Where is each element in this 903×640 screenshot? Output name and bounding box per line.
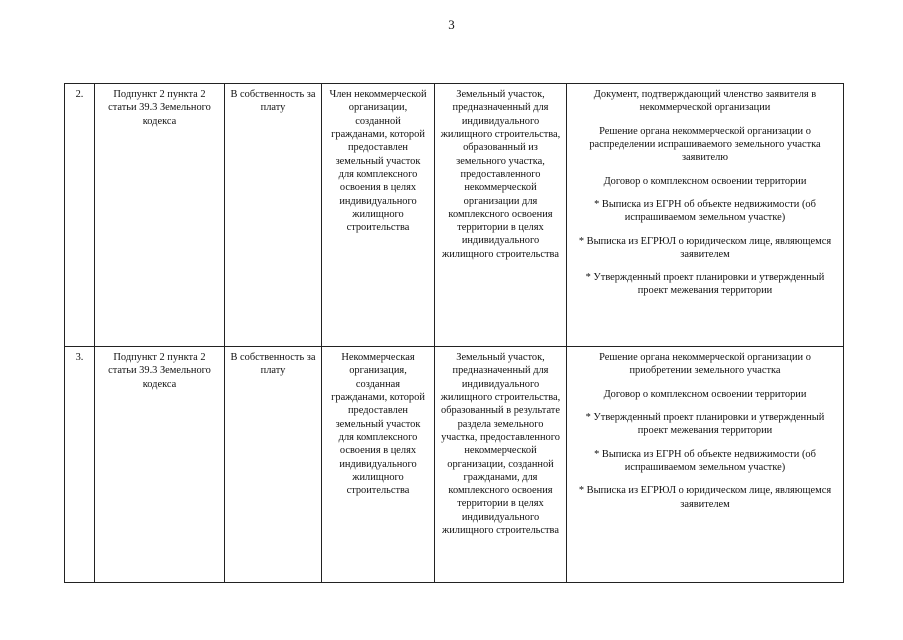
row-number: 2.: [65, 84, 95, 347]
document-item: * Выписка из ЕГРЮЛ о юридическом лице, являющемся заявителем: [578, 235, 832, 260]
document-item: Документ, подтверждающий членство заявителя в некоммерческой организации: [593, 89, 817, 114]
right-type-cell: В собственность за плату: [225, 84, 322, 347]
table-row: [65, 84, 844, 347]
document-item: * Утвержденный проект планировки и утвержденный проект межевания территории: [585, 411, 825, 437]
applicant-cell: Некоммерческая организация, созданная гражданами, которой предоставлен земельный участок для комплексного освоения в целях индивидуального жилищного строительства: [322, 347, 435, 583]
legal-basis-cell: Подпункт 2 пункта 2 статьи 39.3 Земельного кодекса: [95, 347, 225, 583]
land-plot-cell: Земельный участок, предназначенный для индивидуального жилищного строительства, образованный в результате раздела земельного участка, предоставленного некоммерческой организации, созданной гражданами, для комплексного освоения территории в целях индивидуального жилищного строительства: [435, 347, 567, 583]
document-item: * Утвержденный проект планировки и утвержденный проект межевания территории: [585, 272, 825, 297]
document-item: Договор о комплексном освоении территории: [603, 175, 807, 187]
applicant-cell: Член некоммерческой организации, созданной гражданами, которой предоставлен земельный участок для комплексного освоения в целях индивидуального жилищного строительства: [322, 84, 435, 347]
documents-cell: [567, 84, 844, 347]
document-item: Решение органа некоммерческой организации о приобретении земельного участка: [599, 352, 811, 377]
legal-basis-cell: Подпункт 2 пункта 2 статьи 39.3 Земельного кодекса: [95, 84, 225, 347]
land-plot-cell: Земельный участок, предназначенный для индивидуального жилищного строительства, образованный из земельного участка, предоставленного некоммерческой организации для комплексного освоения территории в целях индивидуального жилищного строительства: [435, 84, 567, 347]
document-item: * Выписка из ЕГРН об объекте недвижимости (об испрашиваемом земельном участке): [594, 448, 816, 473]
documents-cell: [567, 347, 844, 583]
document-item: * Выписка из ЕГРЮЛ о юридическом лице, являющемся заявителем: [578, 485, 832, 510]
document-item: * Выписка из ЕГРН об объекте недвижимости (об испрашиваемом земельном участке): [594, 198, 816, 224]
right-type-cell: В собственность за плату: [225, 347, 322, 583]
document-item: Договор о комплексном освоении территории: [603, 388, 807, 400]
table-row: [65, 347, 844, 583]
row-number: 3.: [65, 347, 95, 583]
page-number: 3: [448, 17, 455, 32]
document-item: Решение органа некоммерческой организации о распределении испрашиваемого земельного участка заявителю: [589, 125, 821, 164]
land-provision-table: [64, 83, 844, 583]
